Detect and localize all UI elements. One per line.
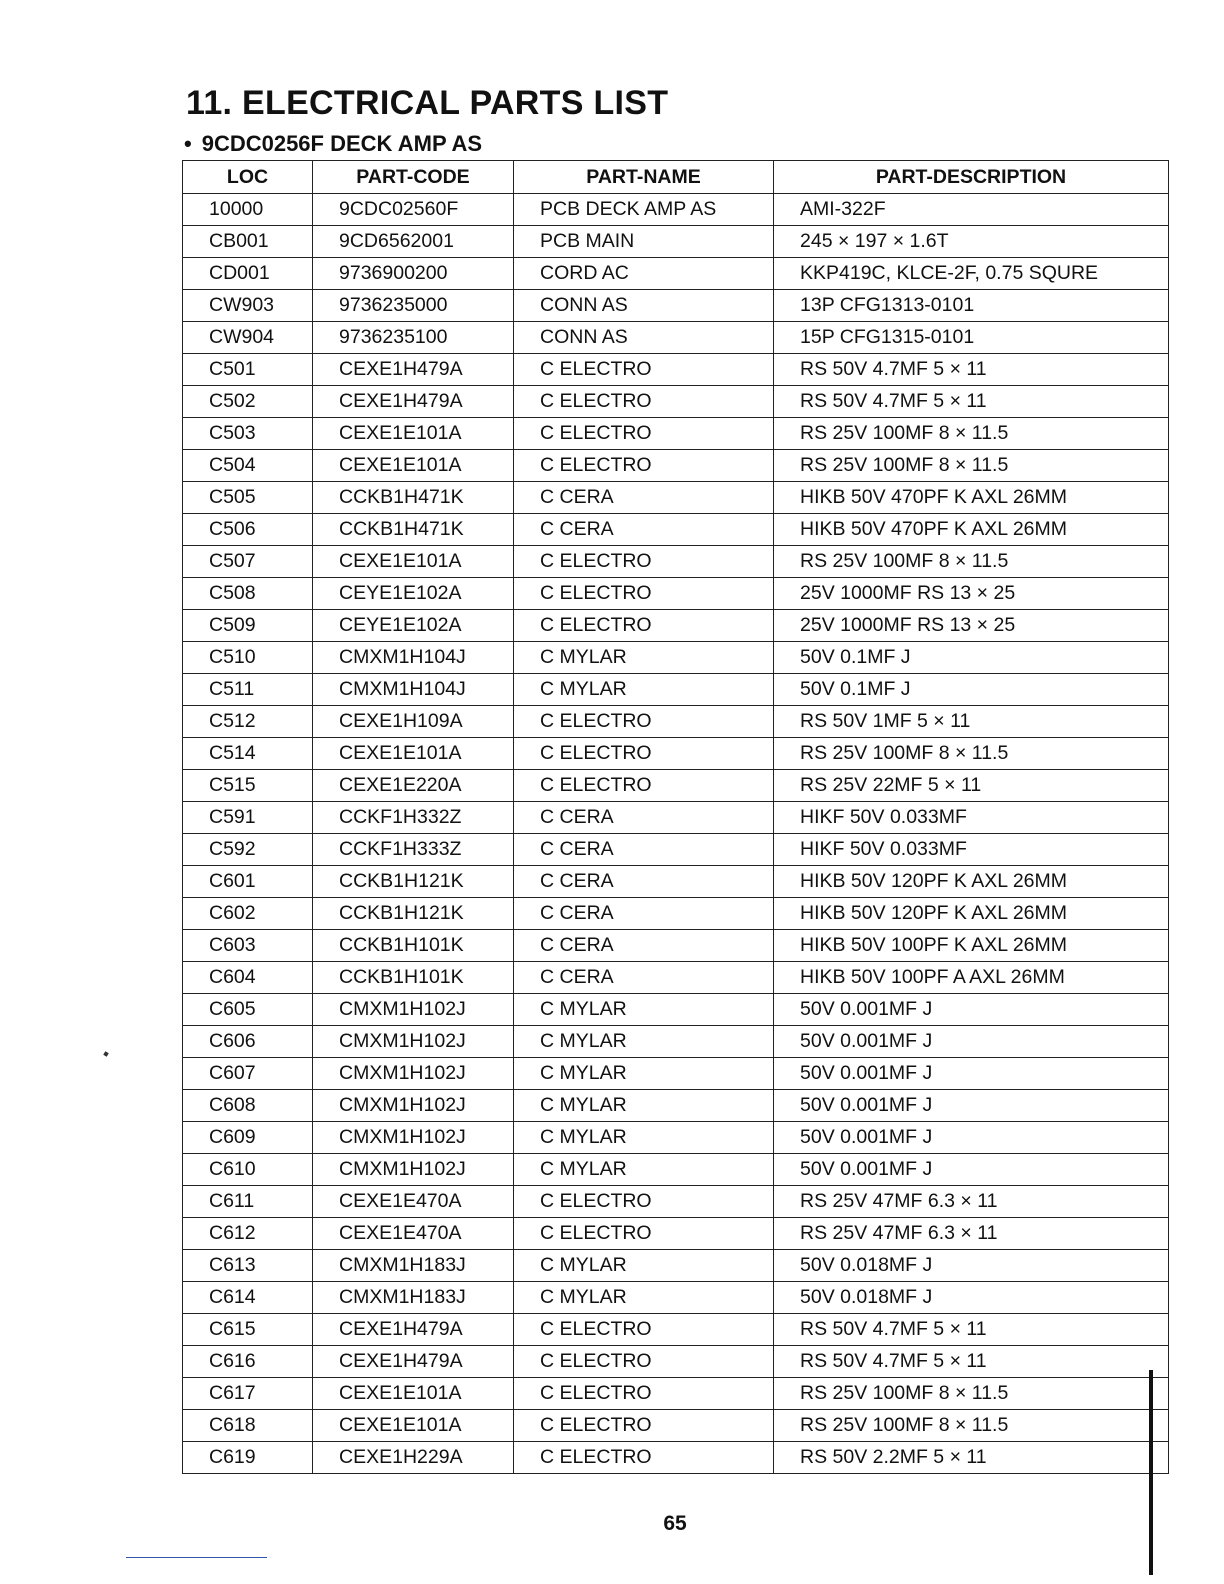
cell-part-name: C CERA: [514, 962, 774, 994]
cell-part-description: HIKB 50V 470PF K AXL 26MM: [774, 482, 1169, 514]
cell-part-code: CCKF1H333Z: [313, 834, 514, 866]
cell-part-code: 9736235100: [313, 322, 514, 354]
cell-loc: C506: [183, 514, 313, 546]
column-header-part-name: PART-NAME: [514, 161, 774, 194]
cell-part-code: CEXE1H109A: [313, 706, 514, 738]
cell-part-name: C CERA: [514, 930, 774, 962]
cell-part-code: CMXM1H102J: [313, 1026, 514, 1058]
cell-part-code: 9CD6562001: [313, 226, 514, 258]
cell-part-code: CEXE1E101A: [313, 418, 514, 450]
cell-part-code: CMXM1H104J: [313, 642, 514, 674]
table-row: [183, 514, 1169, 546]
table-row: [183, 418, 1169, 450]
table-row: [183, 194, 1169, 226]
cell-loc: C592: [183, 834, 313, 866]
section-title: 9CDC0256F DECK AMP AS: [201, 131, 483, 156]
cell-part-name: CORD AC: [514, 258, 774, 290]
table-row: [183, 450, 1169, 482]
table-row: [183, 1314, 1169, 1346]
cell-part-code: CEXE1E470A: [313, 1218, 514, 1250]
cell-loc: C618: [183, 1410, 313, 1442]
cell-part-description: RS 25V 47MF 6.3 × 11: [774, 1186, 1169, 1218]
cell-part-description: RS 50V 2.2MF 5 × 11: [774, 1442, 1169, 1474]
cell-part-code: CEYE1E102A: [313, 578, 514, 610]
table-row: [183, 1122, 1169, 1154]
cell-loc: C619: [183, 1442, 313, 1474]
table-row: [183, 226, 1169, 258]
cell-part-description: 50V 0.018MF J: [774, 1250, 1169, 1282]
cell-part-description: 50V 0.001MF J: [774, 1154, 1169, 1186]
cell-part-code: 9736235000: [313, 290, 514, 322]
cell-loc: CW903: [183, 290, 313, 322]
cell-part-description: RS 50V 4.7MF 5 × 11: [774, 1346, 1169, 1378]
table-row: [183, 1442, 1169, 1474]
table-row: [183, 290, 1169, 322]
cell-part-code: CCKB1H121K: [313, 866, 514, 898]
table-row: [183, 738, 1169, 770]
table-row: [183, 482, 1169, 514]
cell-part-code: CEXE1H479A: [313, 354, 514, 386]
page-number: 65: [663, 1512, 687, 1535]
cell-part-description: 50V 0.001MF J: [774, 994, 1169, 1026]
cell-part-name: C ELECTRO: [514, 450, 774, 482]
cell-loc: C511: [183, 674, 313, 706]
cell-part-name: C CERA: [514, 834, 774, 866]
cell-loc: C504: [183, 450, 313, 482]
table-row: [183, 578, 1169, 610]
cell-part-name: C CERA: [514, 866, 774, 898]
scan-edge-mark: [1149, 1370, 1153, 1575]
table-row: [183, 802, 1169, 834]
cell-part-code: CEXE1H479A: [313, 386, 514, 418]
cell-part-description: HIKB 50V 120PF K AXL 26MM: [774, 898, 1169, 930]
table-row: [183, 962, 1169, 994]
cell-part-code: CEYE1E102A: [313, 610, 514, 642]
cell-part-name: C CERA: [514, 802, 774, 834]
cell-part-description: 50V 0.018MF J: [774, 1282, 1169, 1314]
cell-part-name: C ELECTRO: [514, 386, 774, 418]
cell-part-code: CMXM1H102J: [313, 1090, 514, 1122]
cell-part-name: C ELECTRO: [514, 1346, 774, 1378]
table-row: [183, 1058, 1169, 1090]
cell-part-description: HIKB 50V 120PF K AXL 26MM: [774, 866, 1169, 898]
cell-part-description: RS 25V 22MF 5 × 11: [774, 770, 1169, 802]
cell-part-description: HIKB 50V 470PF K AXL 26MM: [774, 514, 1169, 546]
cell-part-name: C ELECTRO: [514, 546, 774, 578]
cell-loc: C608: [183, 1090, 313, 1122]
cell-loc: C510: [183, 642, 313, 674]
cell-part-code: CMXM1H102J: [313, 994, 514, 1026]
cell-part-description: 15P CFG1315-0101: [774, 322, 1169, 354]
cell-part-description: RS 50V 1MF 5 × 11: [774, 706, 1169, 738]
cell-loc: C514: [183, 738, 313, 770]
cell-part-name: C ELECTRO: [514, 1218, 774, 1250]
cell-part-name: C ELECTRO: [514, 1442, 774, 1474]
column-header-part-description: PART-DESCRIPTION: [774, 161, 1169, 194]
cell-part-code: CMXM1H102J: [313, 1122, 514, 1154]
cell-part-name: C MYLAR: [514, 994, 774, 1026]
cell-part-description: HIKF 50V 0.033MF: [774, 802, 1169, 834]
cell-part-code: CEXE1H479A: [313, 1314, 514, 1346]
parts-table: [182, 160, 1169, 1474]
cell-part-code: CEXE1E101A: [313, 1410, 514, 1442]
cell-part-name: C ELECTRO: [514, 1186, 774, 1218]
cell-part-code: CMXM1H102J: [313, 1058, 514, 1090]
cell-part-description: 50V 0.1MF J: [774, 674, 1169, 706]
cell-part-description: RS 25V 100MF 8 × 11.5: [774, 1410, 1169, 1442]
bullet-icon: •: [184, 131, 192, 156]
cell-part-description: 245 × 197 × 1.6T: [774, 226, 1169, 258]
cell-part-code: CCKB1H101K: [313, 962, 514, 994]
cell-part-description: RS 25V 100MF 8 × 11.5: [774, 418, 1169, 450]
cell-part-name: C MYLAR: [514, 1026, 774, 1058]
table-row: [183, 610, 1169, 642]
cell-part-description: HIKF 50V 0.033MF: [774, 834, 1169, 866]
table-row: [183, 322, 1169, 354]
cell-loc: CD001: [183, 258, 313, 290]
cell-loc: C615: [183, 1314, 313, 1346]
cell-part-code: CCKB1H101K: [313, 930, 514, 962]
cell-part-code: CMXM1H104J: [313, 674, 514, 706]
cell-loc: CB001: [183, 226, 313, 258]
cell-part-code: CEXE1E101A: [313, 546, 514, 578]
cell-part-code: CCKB1H471K: [313, 514, 514, 546]
cell-loc: C605: [183, 994, 313, 1026]
cell-part-name: C MYLAR: [514, 1122, 774, 1154]
column-header-part-code: PART-CODE: [313, 161, 514, 194]
table-row: [183, 674, 1169, 706]
cell-part-description: RS 25V 100MF 8 × 11.5: [774, 450, 1169, 482]
cell-loc: C617: [183, 1378, 313, 1410]
cell-part-description: 50V 0.001MF J: [774, 1026, 1169, 1058]
table-header-row: [183, 161, 1169, 194]
cell-loc: C515: [183, 770, 313, 802]
cell-part-name: C ELECTRO: [514, 354, 774, 386]
cell-loc: C614: [183, 1282, 313, 1314]
scan-speck: [103, 1051, 108, 1056]
table-row: [183, 386, 1169, 418]
cell-part-description: RS 25V 47MF 6.3 × 11: [774, 1218, 1169, 1250]
table-row: [183, 1378, 1169, 1410]
cell-part-name: C MYLAR: [514, 1058, 774, 1090]
section-heading: [184, 131, 482, 157]
cell-part-name: C ELECTRO: [514, 1410, 774, 1442]
table-row: [183, 898, 1169, 930]
cell-part-name: C MYLAR: [514, 1154, 774, 1186]
cell-part-description: RS 25V 100MF 8 × 11.5: [774, 1378, 1169, 1410]
table-row: [183, 834, 1169, 866]
cell-loc: C507: [183, 546, 313, 578]
cell-part-name: C CERA: [514, 898, 774, 930]
cell-loc: C609: [183, 1122, 313, 1154]
cell-part-code: CEXE1E470A: [313, 1186, 514, 1218]
cell-part-code: CMXM1H183J: [313, 1250, 514, 1282]
cell-part-name: CONN AS: [514, 322, 774, 354]
table-row: [183, 1410, 1169, 1442]
cell-part-name: C MYLAR: [514, 642, 774, 674]
table-row: [183, 642, 1169, 674]
cell-part-description: RS 25V 100MF 8 × 11.5: [774, 546, 1169, 578]
cell-part-name: C ELECTRO: [514, 578, 774, 610]
cell-loc: C603: [183, 930, 313, 962]
cell-loc: C509: [183, 610, 313, 642]
cell-part-description: HIKB 50V 100PF A AXL 26MM: [774, 962, 1169, 994]
cell-part-code: CCKB1H471K: [313, 482, 514, 514]
cell-loc: C616: [183, 1346, 313, 1378]
table-row: [183, 866, 1169, 898]
cell-loc: CW904: [183, 322, 313, 354]
cell-loc: C502: [183, 386, 313, 418]
cell-part-code: CEXE1E101A: [313, 1378, 514, 1410]
cell-part-name: C CERA: [514, 514, 774, 546]
cell-loc: C612: [183, 1218, 313, 1250]
table-row: [183, 1250, 1169, 1282]
cell-part-description: HIKB 50V 100PF K AXL 26MM: [774, 930, 1169, 962]
footer-rule: [126, 1557, 267, 1558]
cell-loc: C604: [183, 962, 313, 994]
table-row: [183, 1186, 1169, 1218]
table-row: [183, 706, 1169, 738]
cell-loc: C503: [183, 418, 313, 450]
cell-part-code: CMXM1H183J: [313, 1282, 514, 1314]
cell-part-name: C ELECTRO: [514, 770, 774, 802]
table-row: [183, 930, 1169, 962]
cell-part-description: RS 50V 4.7MF 5 × 11: [774, 354, 1169, 386]
cell-part-code: CEXE1E101A: [313, 738, 514, 770]
table-row: [183, 1282, 1169, 1314]
cell-loc: C601: [183, 866, 313, 898]
cell-part-name: C ELECTRO: [514, 418, 774, 450]
table-row: [183, 1346, 1169, 1378]
cell-part-description: 50V 0.001MF J: [774, 1090, 1169, 1122]
cell-part-name: C ELECTRO: [514, 610, 774, 642]
cell-part-description: KKP419C, KLCE-2F, 0.75 SQURE: [774, 258, 1169, 290]
cell-loc: C501: [183, 354, 313, 386]
cell-part-code: CEXE1H229A: [313, 1442, 514, 1474]
table-row: [183, 994, 1169, 1026]
cell-loc: C508: [183, 578, 313, 610]
cell-loc: C602: [183, 898, 313, 930]
cell-loc: C606: [183, 1026, 313, 1058]
cell-part-code: CEXE1H479A: [313, 1346, 514, 1378]
cell-part-description: 25V 1000MF RS 13 × 25: [774, 578, 1169, 610]
table-row: [183, 1218, 1169, 1250]
cell-part-code: CEXE1E220A: [313, 770, 514, 802]
cell-part-description: 13P CFG1313-0101: [774, 290, 1169, 322]
cell-loc: C591: [183, 802, 313, 834]
cell-part-name: C ELECTRO: [514, 706, 774, 738]
cell-loc: C610: [183, 1154, 313, 1186]
cell-part-code: CCKB1H121K: [313, 898, 514, 930]
cell-loc: C613: [183, 1250, 313, 1282]
cell-part-description: 50V 0.1MF J: [774, 642, 1169, 674]
cell-loc: C611: [183, 1186, 313, 1218]
cell-part-code: CCKF1H332Z: [313, 802, 514, 834]
cell-part-description: 25V 1000MF RS 13 × 25: [774, 610, 1169, 642]
cell-part-description: RS 25V 100MF 8 × 11.5: [774, 738, 1169, 770]
cell-part-name: C CERA: [514, 482, 774, 514]
table-row: [183, 1026, 1169, 1058]
cell-loc: C512: [183, 706, 313, 738]
cell-part-name: C ELECTRO: [514, 738, 774, 770]
cell-loc: C607: [183, 1058, 313, 1090]
column-header-loc: LOC: [183, 161, 313, 194]
cell-loc: C505: [183, 482, 313, 514]
table-row: [183, 354, 1169, 386]
cell-part-code: CEXE1E101A: [313, 450, 514, 482]
cell-part-description: RS 50V 4.7MF 5 × 11: [774, 1314, 1169, 1346]
table-row: [183, 546, 1169, 578]
cell-part-name: PCB DECK AMP AS: [514, 194, 774, 226]
cell-part-name: C MYLAR: [514, 674, 774, 706]
cell-loc: 10000: [183, 194, 313, 226]
cell-part-code: 9736900200: [313, 258, 514, 290]
cell-part-description: AMI-322F: [774, 194, 1169, 226]
cell-part-name: C ELECTRO: [514, 1314, 774, 1346]
cell-part-name: C ELECTRO: [514, 1378, 774, 1410]
table-row: [183, 770, 1169, 802]
table-row: [183, 1154, 1169, 1186]
cell-part-code: 9CDC02560F: [313, 194, 514, 226]
cell-part-name: PCB MAIN: [514, 226, 774, 258]
cell-part-name: CONN AS: [514, 290, 774, 322]
cell-part-description: 50V 0.001MF J: [774, 1122, 1169, 1154]
cell-part-name: C MYLAR: [514, 1090, 774, 1122]
cell-part-code: CMXM1H102J: [313, 1154, 514, 1186]
table-row: [183, 258, 1169, 290]
table-row: [183, 1090, 1169, 1122]
parts-table-body: [183, 194, 1169, 1474]
cell-part-description: RS 50V 4.7MF 5 × 11: [774, 386, 1169, 418]
cell-part-name: C MYLAR: [514, 1250, 774, 1282]
page-title: 11. ELECTRICAL PARTS LIST: [186, 84, 669, 122]
cell-part-description: 50V 0.001MF J: [774, 1058, 1169, 1090]
cell-part-name: C MYLAR: [514, 1282, 774, 1314]
